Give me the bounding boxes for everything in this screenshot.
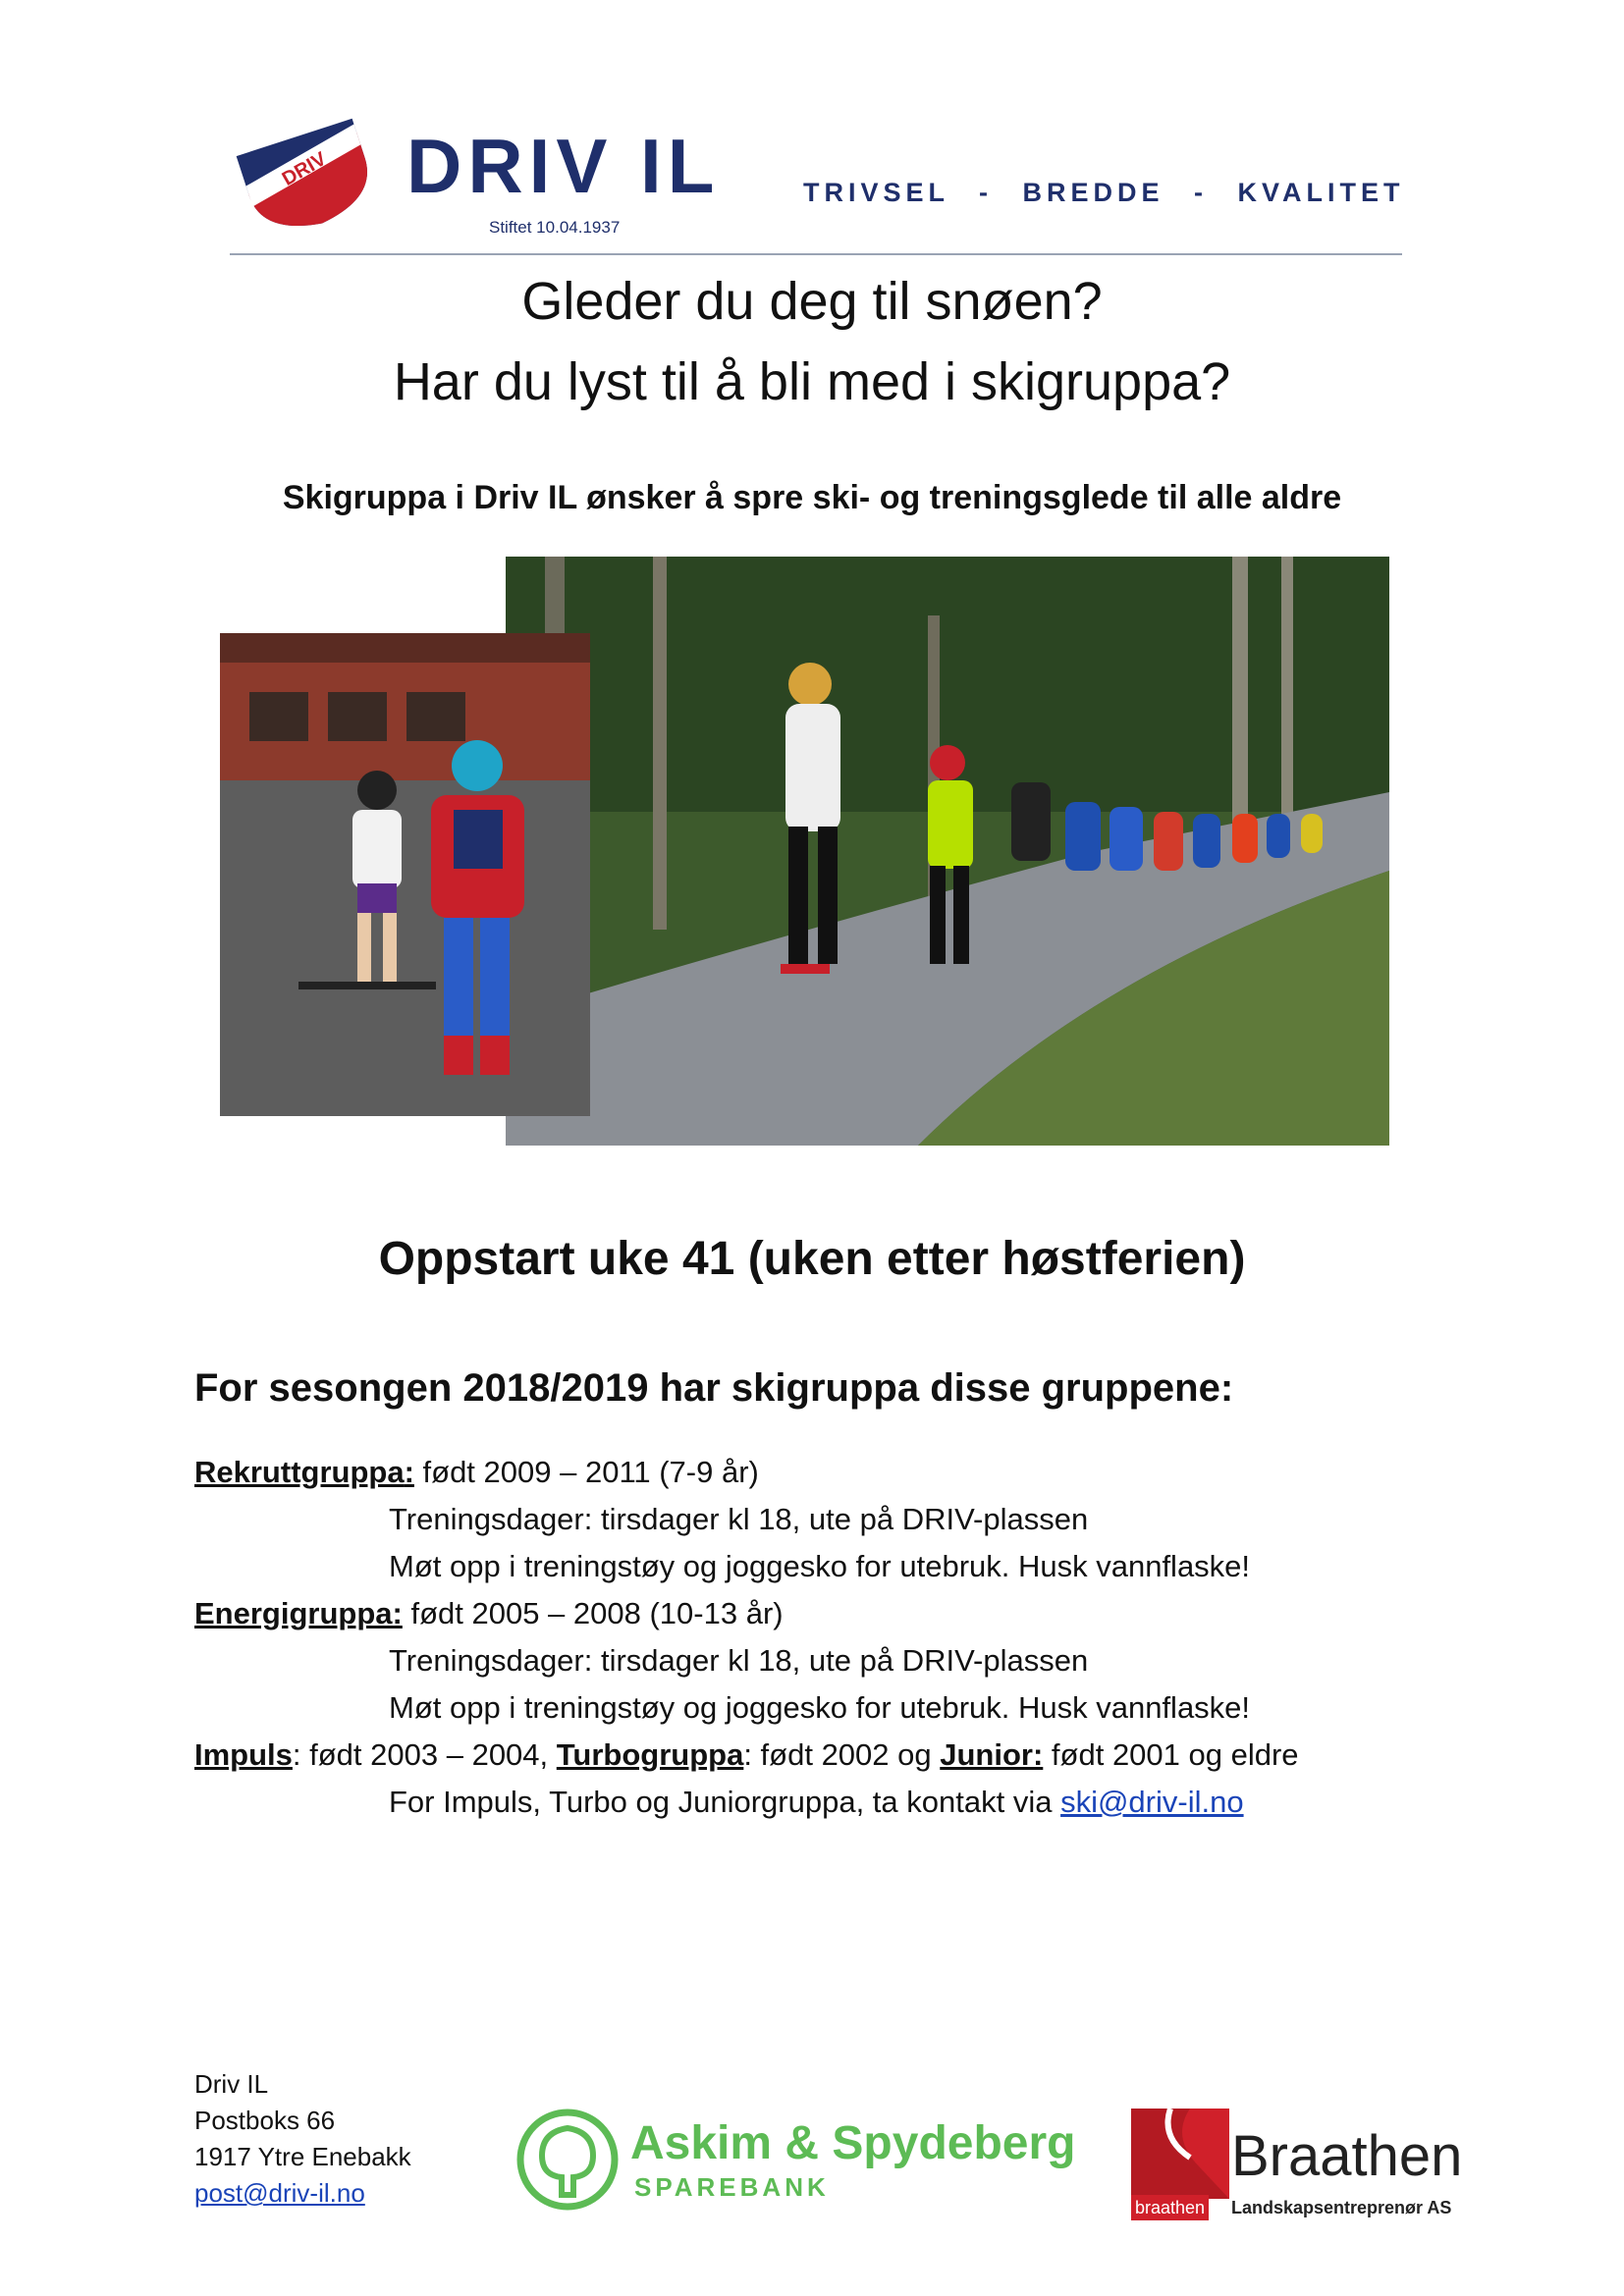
energi-line [194,1595,784,1631]
rekrutt-line [194,1454,759,1490]
braathen-sponsor-sub: Landskapsentreprenør AS [1231,2198,1452,2217]
address-line-2: Postboks 66 [194,2106,336,2135]
junior-name: Junior: [940,1737,1044,1772]
turbo-name: Turbogruppa [556,1737,744,1772]
askim-sponsor-name: Askim & Spydeberg [630,2117,1076,2169]
club-name: DRIV IL [406,123,721,209]
impuls-born: : født 2003 – 2004, [292,1737,557,1772]
subtitle-part-1: Skigruppa i Driv [282,479,549,516]
rekrutt-name: Rekruttgruppa [194,1455,405,1489]
subtitle-part-2: IL [548,479,577,516]
kids-rollerski-photo [220,633,590,1116]
ski-email-link[interactable]: ski@driv-il.no [1060,1785,1244,1819]
braathen-sponsor-name: Braathen [1231,2124,1463,2188]
rekrutt-born: født 2009 – 2011 (7-9 år) [413,1455,759,1489]
subtitle [0,479,1624,517]
rekrutt-note: Møt opp i treningstøy og joggesko for utebruk. Husk vannflaske! [389,1549,1251,1583]
contact-text: For Impuls, Turbo og Juniorgruppa, ta kontakt via [389,1785,1061,1819]
impuls-name: Impuls [194,1737,293,1772]
braathen-tag: braathen [1131,2195,1209,2220]
founded-date: Stiftet 10.04.1937 [489,218,621,237]
askim-spydeberg-logo-icon [513,2109,623,2211]
headline-line-1: Gleder du deg til snøen? [521,272,1103,331]
season-heading: For sesongen 2018/2019 har skigruppa disse gruppene: [194,1366,1234,1410]
subtitle-part-3: ønsker å spre ski- og treningsglede til alle aldre [576,479,1342,516]
askim-sponsor-sub: SPAREBANK [634,2172,830,2202]
driv-logo-shield [228,116,385,234]
header-divider [230,253,1402,255]
energi-name: Energigruppa: [194,1596,403,1630]
address-line-1: Driv IL [194,2069,269,2099]
rekrutt-colon: : [404,1455,414,1489]
junior-born: født 2001 og eldre [1043,1737,1299,1772]
rollerski-group-photo [506,557,1389,1146]
address-email [194,2178,365,2209]
post-email-link[interactable]: post@driv-il.no [194,2178,365,2208]
energi-training: Treningsdager: tirsdager kl 18, ute på DRIV-plassen [389,1643,1089,1678]
energi-note: Møt opp i treningstøy og joggesko for utebruk. Husk vannflaske! [389,1690,1251,1725]
braathen-logo-icon [1131,2109,1229,2199]
others-line [194,1736,1299,1773]
motto: TRIVSEL - BREDDE - KVALITET [803,178,1405,207]
logo-text: DRIV [278,147,331,190]
start-heading: Oppstart uke 41 (uken etter høstferien) [378,1233,1246,1285]
address-line-3: 1917 Ytre Enebakk [194,2142,411,2171]
rekrutt-training: Treningsdager: tirsdager kl 18, ute på DRIV-plassen [389,1502,1089,1536]
headline-line-2: Har du lyst til å bli med i skigruppa? [393,352,1231,411]
turbo-born: : født 2002 og [743,1737,941,1772]
energi-born: født 2005 – 2008 (10-13 år) [402,1596,784,1630]
contact-line [389,1784,1244,1820]
